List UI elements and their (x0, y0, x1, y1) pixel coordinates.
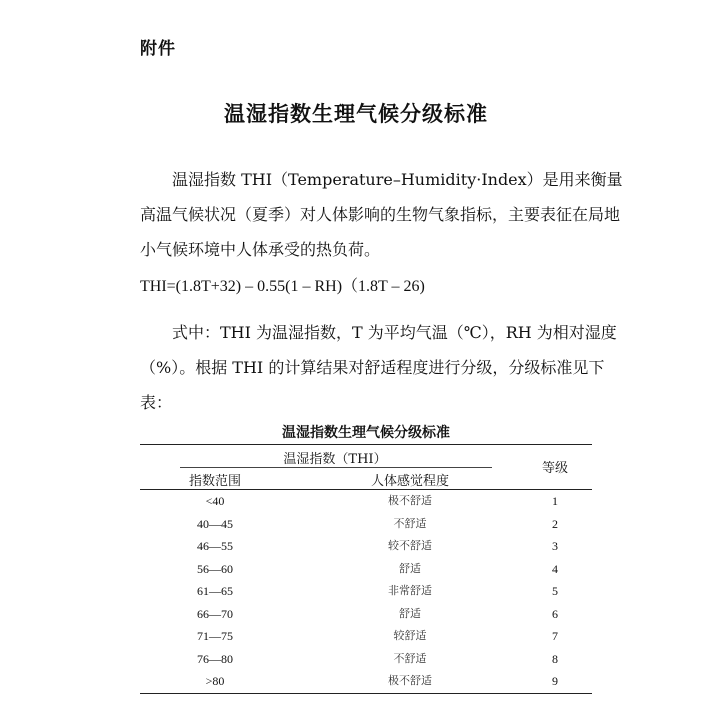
cell-range: 61—65 (197, 584, 233, 598)
cell-range: 56—60 (197, 561, 233, 576)
intro-paragraph-text: 温湿指数 THI（Temperature–Humidity·Index）是用来衡量高温气候状况（夏季）对人体影响的生物气象指标，主要表征在局地小气候环境中人体承受的热负荷。 (140, 170, 623, 259)
table-row (140, 558, 592, 581)
explanation-paragraph-text: 式中：THI 为温湿指数，T 为平均气温（℃），RH 为相对湿度（%）。根据 THI 的计算结果对舒适程度进行分级，分级标准见下表： (140, 323, 617, 412)
group-header-thi: 温湿指数（THI） (283, 452, 387, 467)
cell-feeling: 较舒适 (393, 629, 427, 642)
cell-grade: 7 (552, 629, 558, 643)
table-row (140, 648, 592, 671)
cell-grade: 1 (552, 494, 558, 508)
group-header-divider (180, 467, 492, 468)
cell-feeling: 极不舒适 (388, 494, 432, 507)
cell-grade: 8 (552, 651, 558, 666)
column-header-range: 指数范围 (188, 474, 241, 489)
document-title: 温湿指数生理气候分级标准 (224, 102, 488, 126)
explanation-paragraph (140, 315, 630, 420)
cell-range: <40 (205, 494, 225, 508)
table-row (140, 513, 592, 536)
cell-range: >80 (205, 674, 225, 688)
cell-feeling: 非常舒适 (388, 584, 432, 597)
table-rows (140, 490, 592, 693)
cell-grade: 6 (552, 606, 558, 621)
cell-grade: 2 (552, 516, 558, 531)
cell-range: 76—80 (197, 651, 233, 666)
grading-table (140, 422, 592, 694)
intro-paragraph (140, 162, 630, 267)
cell-feeling: 不舒适 (393, 651, 427, 665)
table-body (140, 444, 592, 694)
cell-range: 71—75 (197, 629, 233, 643)
cell-range: 40—45 (197, 516, 233, 531)
cell-grade: 5 (552, 584, 558, 598)
table-header (140, 445, 592, 490)
cell-feeling: 舒适 (399, 606, 421, 620)
table-row (140, 535, 592, 558)
cell-range: 66—70 (197, 606, 233, 621)
cell-grade: 9 (552, 674, 558, 688)
table-row (140, 670, 592, 693)
cell-feeling: 较不舒适 (388, 539, 432, 552)
column-header-grade: 等级 (541, 461, 568, 476)
cell-grade: 4 (552, 561, 558, 576)
column-header-feeling: 人体感觉程度 (370, 474, 449, 489)
table-row (140, 603, 592, 626)
cell-feeling: 不舒适 (393, 516, 427, 530)
cell-feeling: 极不舒适 (388, 674, 432, 687)
thi-formula: THI=(1.8T+32) – 0.55(1 – RH)（1.8T – 26) (140, 278, 425, 295)
table-caption: 温湿指数生理气候分级标准 (282, 425, 450, 441)
cell-feeling: 舒适 (399, 561, 421, 575)
cell-grade: 3 (552, 539, 558, 553)
table-row (140, 580, 592, 603)
table-row (140, 490, 592, 513)
table-row (140, 625, 592, 648)
cell-range: 46—55 (197, 539, 233, 553)
attachment-label: 附件 (140, 39, 176, 59)
